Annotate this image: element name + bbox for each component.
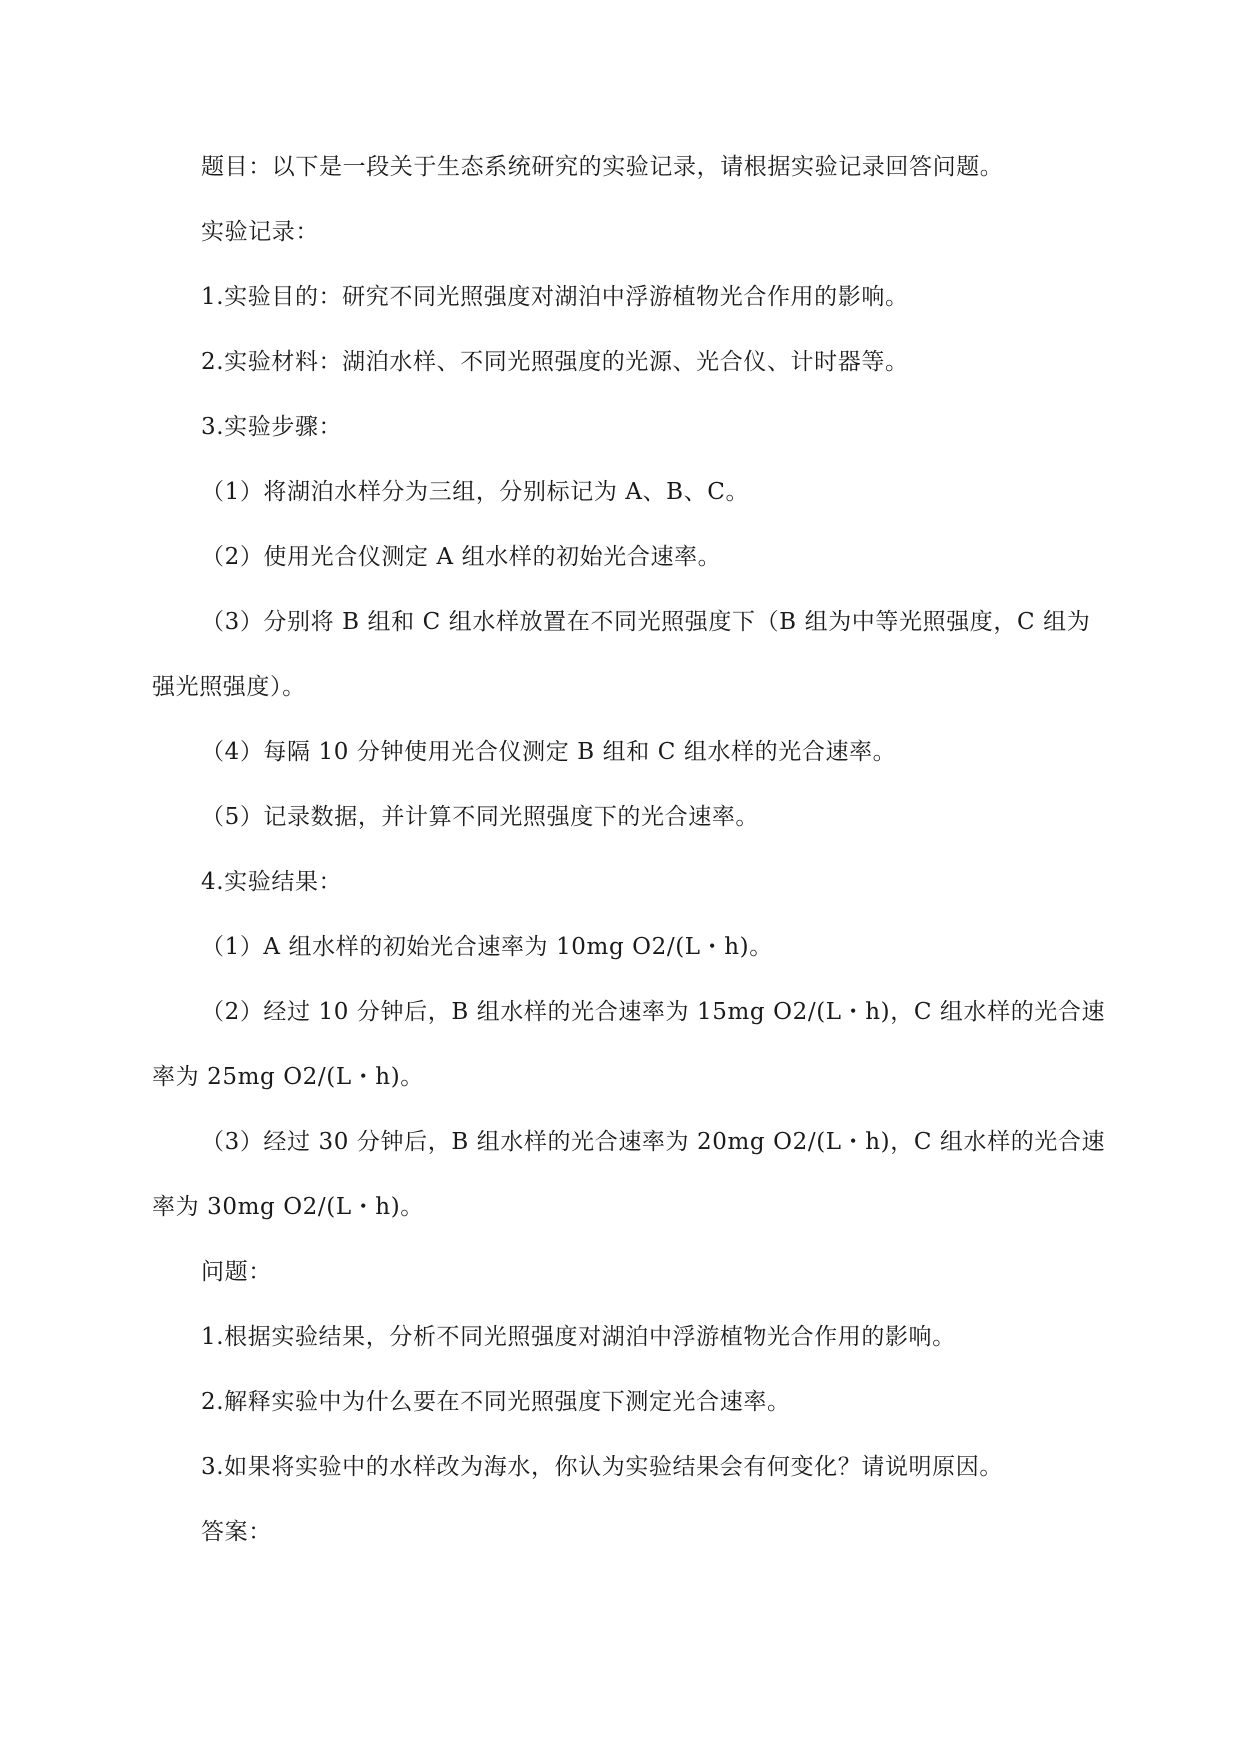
step-3: （3）分别将 B 组和 C 组水样放置在不同光照强度下（B 组为中等光照强度，C 组为 — [201, 609, 1091, 635]
step-2: （2）使用光合仪测定 A 组水样的初始光合速率。 — [201, 544, 722, 570]
step-1: （1）将湖泊水样分为三组，分别标记为 A、B、C。 — [201, 479, 750, 505]
steps-heading: 3.实验步骤： — [201, 414, 343, 440]
question-2: 2.解释实验中为什么要在不同光照强度下测定光合速率。 — [201, 1389, 791, 1415]
experiment-materials: 2.实验材料：湖泊水样、不同光照强度的光源、光合仪、计时器等。 — [201, 349, 909, 375]
result-3-continued: 率为 30mg O2/(L・h)。 — [152, 1194, 424, 1220]
result-2-continued: 率为 25mg O2/(L・h)。 — [152, 1064, 424, 1090]
experiment-purpose: 1.实验目的：研究不同光照强度对湖泊中浮游植物光合作用的影响。 — [201, 284, 909, 310]
step-3-continued: 强光照强度）。 — [152, 674, 306, 700]
step-5: （5）记录数据，并计算不同光照强度下的光合速率。 — [201, 804, 760, 830]
question-intro: 题目：以下是一段关于生态系统研究的实验记录，请根据实验记录回答问题。 — [201, 154, 1004, 180]
question-3: 3.如果将实验中的水样改为海水，你认为实验结果会有何变化？请说明原因。 — [201, 1454, 1003, 1480]
result-3: （3）经过 30 分钟后，B 组水样的光合速率为 20mg O2/(L・h)，C 组水样的光合速 — [201, 1129, 1106, 1155]
results-heading: 4.实验结果： — [201, 869, 343, 895]
result-1: （1）A 组水样的初始光合速率为 10mg O2/(L・h)。 — [201, 934, 773, 960]
record-heading: 实验记录： — [201, 219, 319, 245]
questions-heading: 问题： — [201, 1259, 272, 1285]
question-1: 1.根据实验结果，分析不同光照强度对湖泊中浮游植物光合作用的影响。 — [201, 1324, 956, 1350]
answer-heading: 答案： — [201, 1519, 272, 1545]
result-2: （2）经过 10 分钟后，B 组水样的光合速率为 15mg O2/(L・h)，C 组水样的光合速 — [201, 999, 1106, 1025]
step-4: （4）每隔 10 分钟使用光合仪测定 B 组和 C 组水样的光合速率。 — [201, 739, 897, 765]
